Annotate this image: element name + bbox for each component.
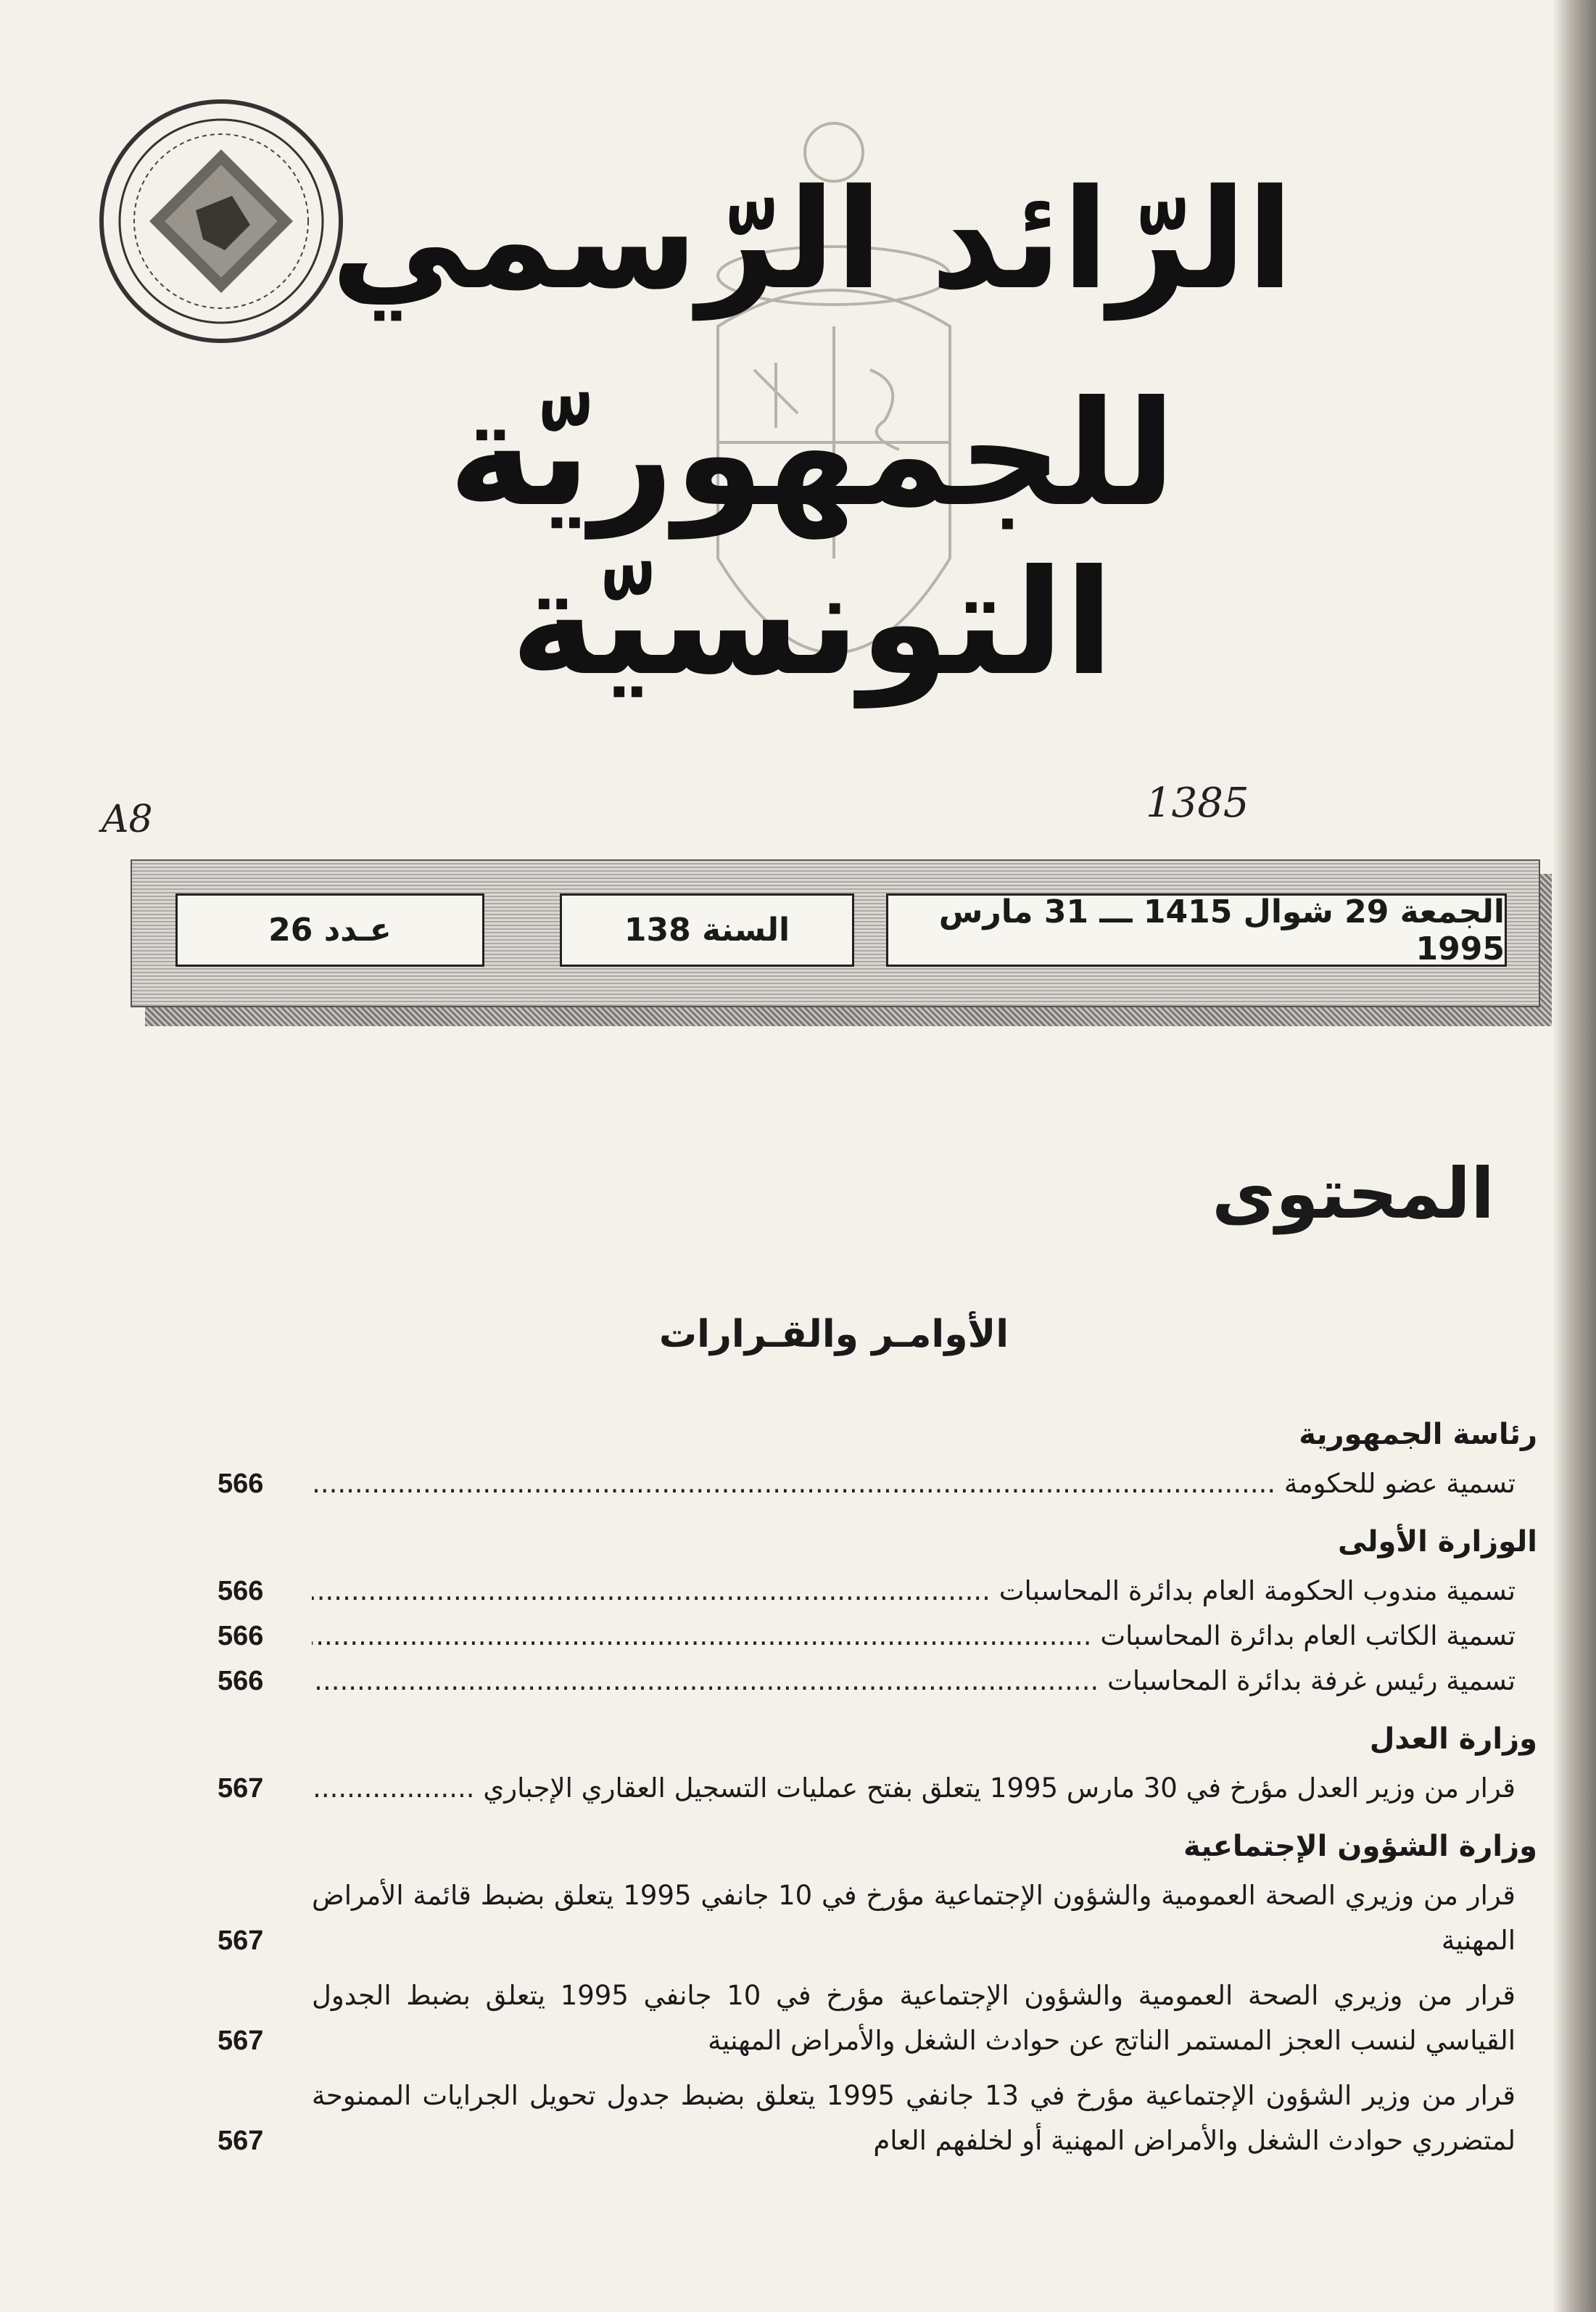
toc-entry-page: 566 <box>218 1469 264 1499</box>
toc-entry-text: قرار من وزيري الصحة العمومية والشؤون الإجتماعية مؤرخ في 10 جانفي 1995 يتعلق بضبط قائمة الأمراض المهنية <box>312 1880 1516 1956</box>
handwritten-mark-left: A8 <box>102 798 153 841</box>
toc-entry-page: 566 <box>218 1621 264 1651</box>
toc-entry[interactable] <box>218 1614 1516 1659</box>
toc-entry[interactable] <box>218 1659 1516 1704</box>
page-edge-shadow <box>1552 0 1596 2312</box>
toc-entry[interactable] <box>218 1569 1516 1614</box>
toc-entry-text: قرار من وزيري الصحة العمومية والشؤون الإجتماعية مؤرخ في 10 جانفي 1995 يتعلق بضبط الجدول القياسي لنسب العجز المستمر الناتج عن حوادث الشغل والأمراض المهنية <box>312 1980 1516 2056</box>
toc-entry-page: 567 <box>218 2126 264 2156</box>
toc-entry-page: 566 <box>218 1666 264 1696</box>
toc-entry-text: تسمية مندوب الحكومة العام بدائرة المحاسبات ..... <box>312 1569 1516 1614</box>
handwritten-mark-middle: 1385 <box>1146 780 1249 827</box>
contents-title: المحتوى <box>1212 1153 1494 1234</box>
toc-entry-text: تسمية رئيس غرفة بدائرة المحاسبات ..... <box>312 1659 1516 1704</box>
toc-entry-text: تسمية الكاتب العام بدائرة المحاسبات ..... <box>312 1614 1516 1659</box>
toc-section-justice <box>218 1722 1537 1811</box>
toc-entry-page: 567 <box>218 2026 264 2056</box>
section-title: الوزارة الأولى <box>1338 1525 1537 1558</box>
issue-date: الجمعة 29 شوال 1415 ـــ 31 مارس 1995 <box>886 893 1507 967</box>
toc-section-prime-ministry <box>218 1525 1537 1704</box>
toc-entry-page: 567 <box>218 1773 264 1804</box>
toc-entry-page: 566 <box>218 1576 264 1606</box>
section-title: وزارة الشؤون الإجتماعية <box>1183 1830 1537 1863</box>
table-of-contents <box>218 1418 1537 2182</box>
toc-entry[interactable] <box>218 1973 1516 2063</box>
toc-entry[interactable] <box>218 1766 1516 1811</box>
issue-year: السنة 138 <box>560 893 854 967</box>
toc-entry-page: 567 <box>218 1925 264 1956</box>
gazette-title-line1: الرّائد الرّسمي <box>330 160 1294 320</box>
toc-entry-text: تسمية عضو للحكومة ..... <box>312 1461 1516 1506</box>
decrees-heading: الأوامـر والقـرارات <box>658 1313 1009 1356</box>
gazette-title-line2: للجمهوريّة التونسيّة <box>448 370 1176 708</box>
section-title: وزارة العدل <box>1369 1722 1537 1756</box>
toc-section-presidency <box>218 1418 1537 1506</box>
issue-banner <box>131 859 1540 1007</box>
masthead <box>239 131 1385 708</box>
issue-number: عـدد 26 <box>175 893 484 967</box>
toc-section-social-affairs <box>218 1830 1537 2163</box>
toc-entry[interactable] <box>218 1461 1516 1506</box>
section-title: رئاسة الجمهورية <box>1299 1418 1537 1451</box>
toc-entry[interactable] <box>218 2073 1516 2163</box>
toc-entry-text: قرار من وزير الشؤون الإجتماعية مؤرخ في 13 جانفي 1995 يتعلق بضبط جدول تحويل الجرايات الممنوحة لمتضرري حوادث الشغل والأمراض المهنية أو لخلفهم العام <box>312 2080 1516 2156</box>
toc-entry[interactable] <box>218 1873 1516 1963</box>
toc-entry-text: قرار من وزير العدل مؤرخ في 30 مارس 1995 يتعلق بفتح عمليات التسجيل العقاري الإجباري ..... <box>312 1766 1516 1811</box>
